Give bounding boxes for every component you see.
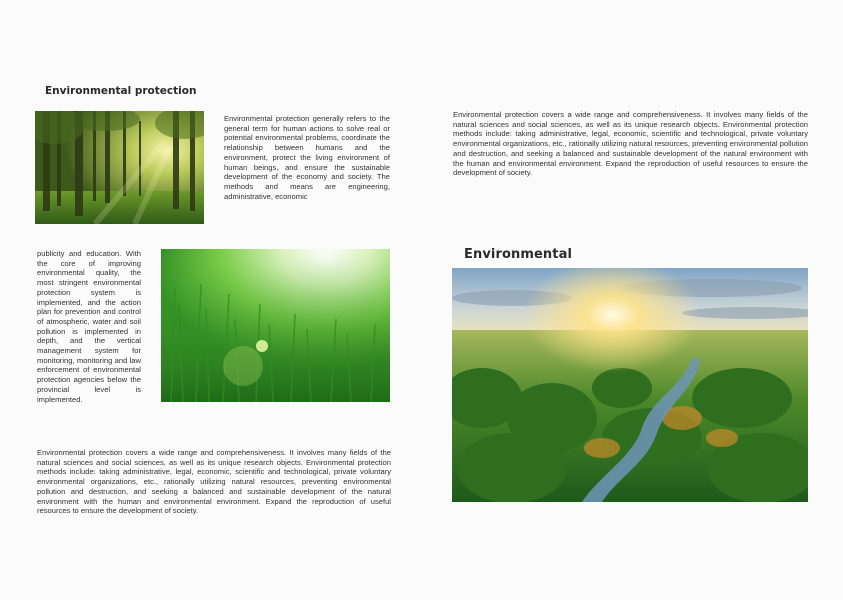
aerial-river-sunset-photo <box>452 268 808 502</box>
intro-paragraph: Environmental protection generally refers to the general term for human actions to solve real or potential environmental problems, coordinate the relationship between humans and the environment, protect the living environment of human beings, and ensure the sustainable development of the economy and society. The methods and means are engineering, administrative, economic <box>224 114 390 201</box>
section-heading-right: Environmental <box>464 247 573 262</box>
scope-paragraph-right: Environmental protection covers a wide range and comprehensiveness. It involves many fields of the natural sciences and social sciences, as well as its unique research objects. Environmental protection methods include: taking administrative, legal, economic, scientific and technological, private voluntary environmental organizations, etc., rationally utilizing natural resources, preventing environmental pollution and destruction, and seeking a balanced and sustainable development of the natural environment with the human and environmental environment. Expand the reproduction of useful resources to ensure the development of society. <box>453 110 808 178</box>
section-heading-left: Environmental protection <box>45 85 197 97</box>
continuation-paragraph: publicity and education. With the core of improving environmental quality, the most stringent environmental protection system is implemented, and the action plan for prevention and control of atmospheric, water and soil pollution is implemented in depth, and the vertical management system for monitoring, monitoring and law enforcement of environmental protection agencies below the provincial level is implemented. <box>37 249 141 404</box>
forest-photo <box>35 111 204 224</box>
scope-paragraph-left: Environmental protection covers a wide range and comprehensiveness. It involves many fields of the natural sciences and social sciences, as well as its unique research objects. Environmental protection methods include: taking administrative, legal, economic, scientific and technological, private voluntary environmental organizations, etc., rationally utilizing natural resources, preventing environmental pollution and destruction, and seeking a balanced and sustainable development of the natural environment with the human and environmental environment. Expand the reproduction of useful resources to ensure the development of society. <box>37 448 391 516</box>
grass-photo <box>161 249 390 402</box>
